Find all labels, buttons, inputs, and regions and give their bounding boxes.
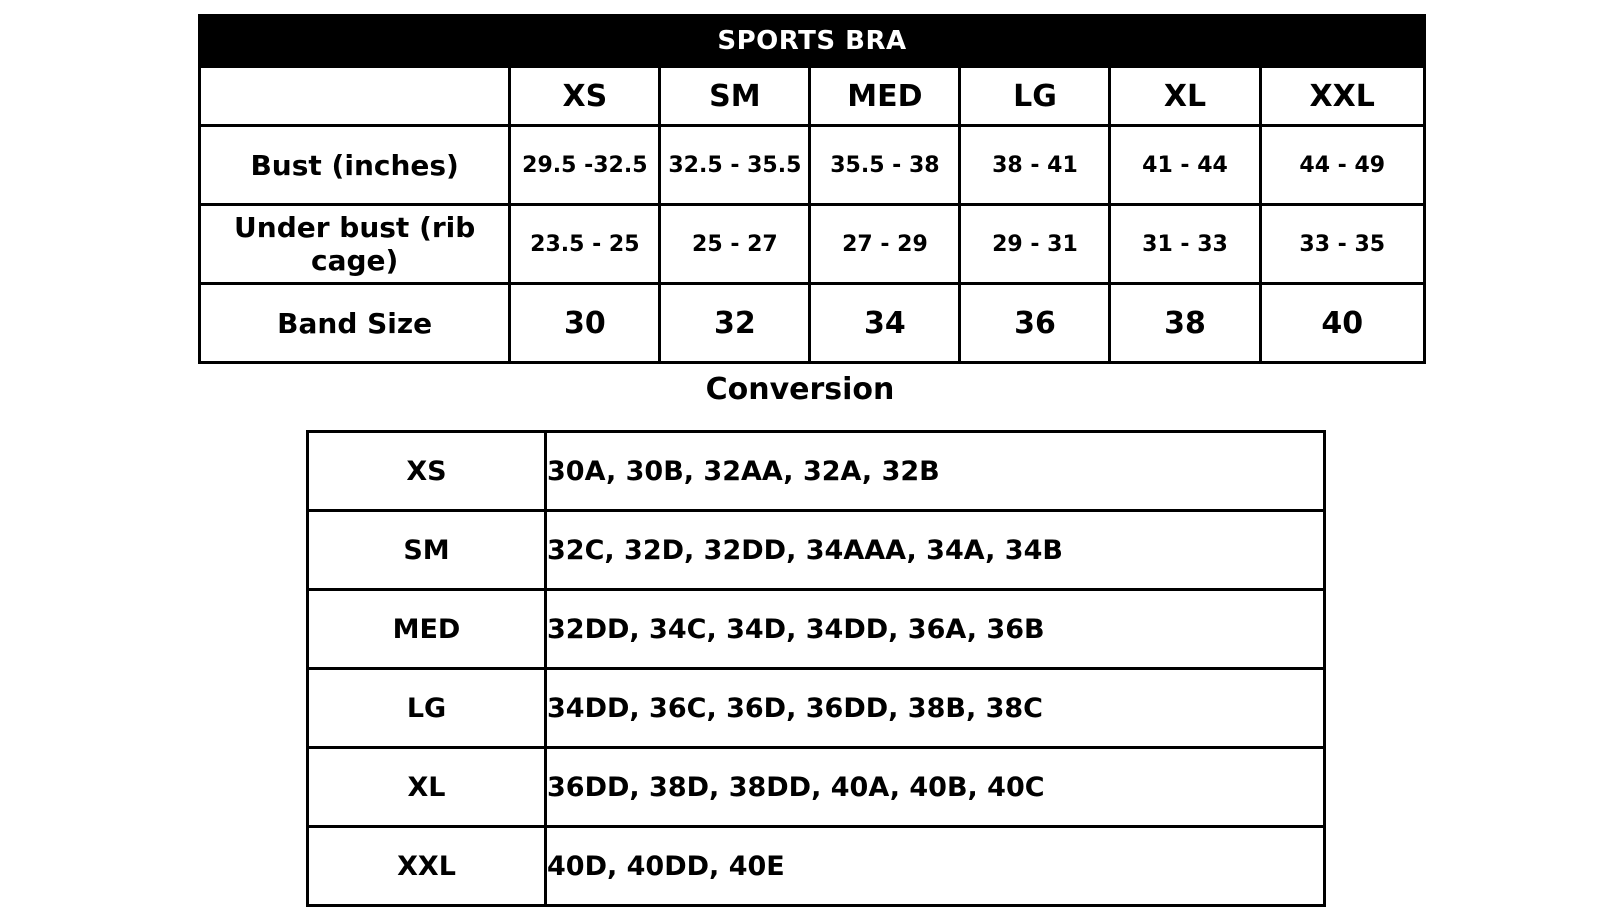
bust-xs: 29.5 -32.5 <box>510 126 660 205</box>
conversion-values-xs: 30A, 30B, 32AA, 32A, 32B <box>546 432 1325 511</box>
band-xxl: 40 <box>1260 284 1425 363</box>
table-row <box>308 669 1325 748</box>
band-lg: 36 <box>960 284 1110 363</box>
table-row <box>200 126 1425 205</box>
band-xl: 38 <box>1110 284 1260 363</box>
column-header-xl: XL <box>1110 67 1260 126</box>
underbust-xl: 31 - 33 <box>1110 205 1260 284</box>
table-row <box>308 748 1325 827</box>
column-header-sm: SM <box>660 67 810 126</box>
header-spacer <box>200 67 510 126</box>
table-row <box>200 284 1425 363</box>
conversion-size-lg: LG <box>308 669 546 748</box>
table-row <box>308 511 1325 590</box>
table-row <box>308 432 1325 511</box>
column-header-med: MED <box>810 67 960 126</box>
table-row <box>308 590 1325 669</box>
underbust-sm: 25 - 27 <box>660 205 810 284</box>
conversion-size-sm: SM <box>308 511 546 590</box>
conversion-size-xs: XS <box>308 432 546 511</box>
conversion-values-lg: 34DD, 36C, 36D, 36DD, 38B, 38C <box>546 669 1325 748</box>
conversion-size-xl: XL <box>308 748 546 827</box>
row-label-underbust: Under bust (rib cage) <box>200 205 510 284</box>
underbust-xs: 23.5 - 25 <box>510 205 660 284</box>
row-label-bust: Bust (inches) <box>200 126 510 205</box>
page-title: SPORTS BRA <box>200 16 1425 67</box>
underbust-lg: 29 - 31 <box>960 205 1110 284</box>
conversion-table <box>306 430 1326 907</box>
conversion-heading: Conversion <box>705 372 895 407</box>
column-header-lg: LG <box>960 67 1110 126</box>
conversion-values-sm: 32C, 32D, 32DD, 34AAA, 34A, 34B <box>546 511 1325 590</box>
conversion-size-med: MED <box>308 590 546 669</box>
bust-med: 35.5 - 38 <box>810 126 960 205</box>
bust-lg: 38 - 41 <box>960 126 1110 205</box>
band-sm: 32 <box>660 284 810 363</box>
table-title-row <box>200 16 1425 67</box>
sports-bra-size-table <box>198 14 1426 364</box>
conversion-values-xl: 36DD, 38D, 38DD, 40A, 40B, 40C <box>546 748 1325 827</box>
underbust-med: 27 - 29 <box>810 205 960 284</box>
underbust-xxl: 33 - 35 <box>1260 205 1425 284</box>
bust-xl: 41 - 44 <box>1110 126 1260 205</box>
band-xs: 30 <box>510 284 660 363</box>
table-header-row <box>200 67 1425 126</box>
table-row <box>200 205 1425 284</box>
bust-sm: 32.5 - 35.5 <box>660 126 810 205</box>
row-label-band-size: Band Size <box>200 284 510 363</box>
conversion-values-med: 32DD, 34C, 34D, 34DD, 36A, 36B <box>546 590 1325 669</box>
table-row <box>308 827 1325 906</box>
band-med: 34 <box>810 284 960 363</box>
conversion-values-xxl: 40D, 40DD, 40E <box>546 827 1325 906</box>
bust-xxl: 44 - 49 <box>1260 126 1425 205</box>
column-header-xs: XS <box>510 67 660 126</box>
conversion-size-xxl: XXL <box>308 827 546 906</box>
column-header-xxl: XXL <box>1260 67 1425 126</box>
